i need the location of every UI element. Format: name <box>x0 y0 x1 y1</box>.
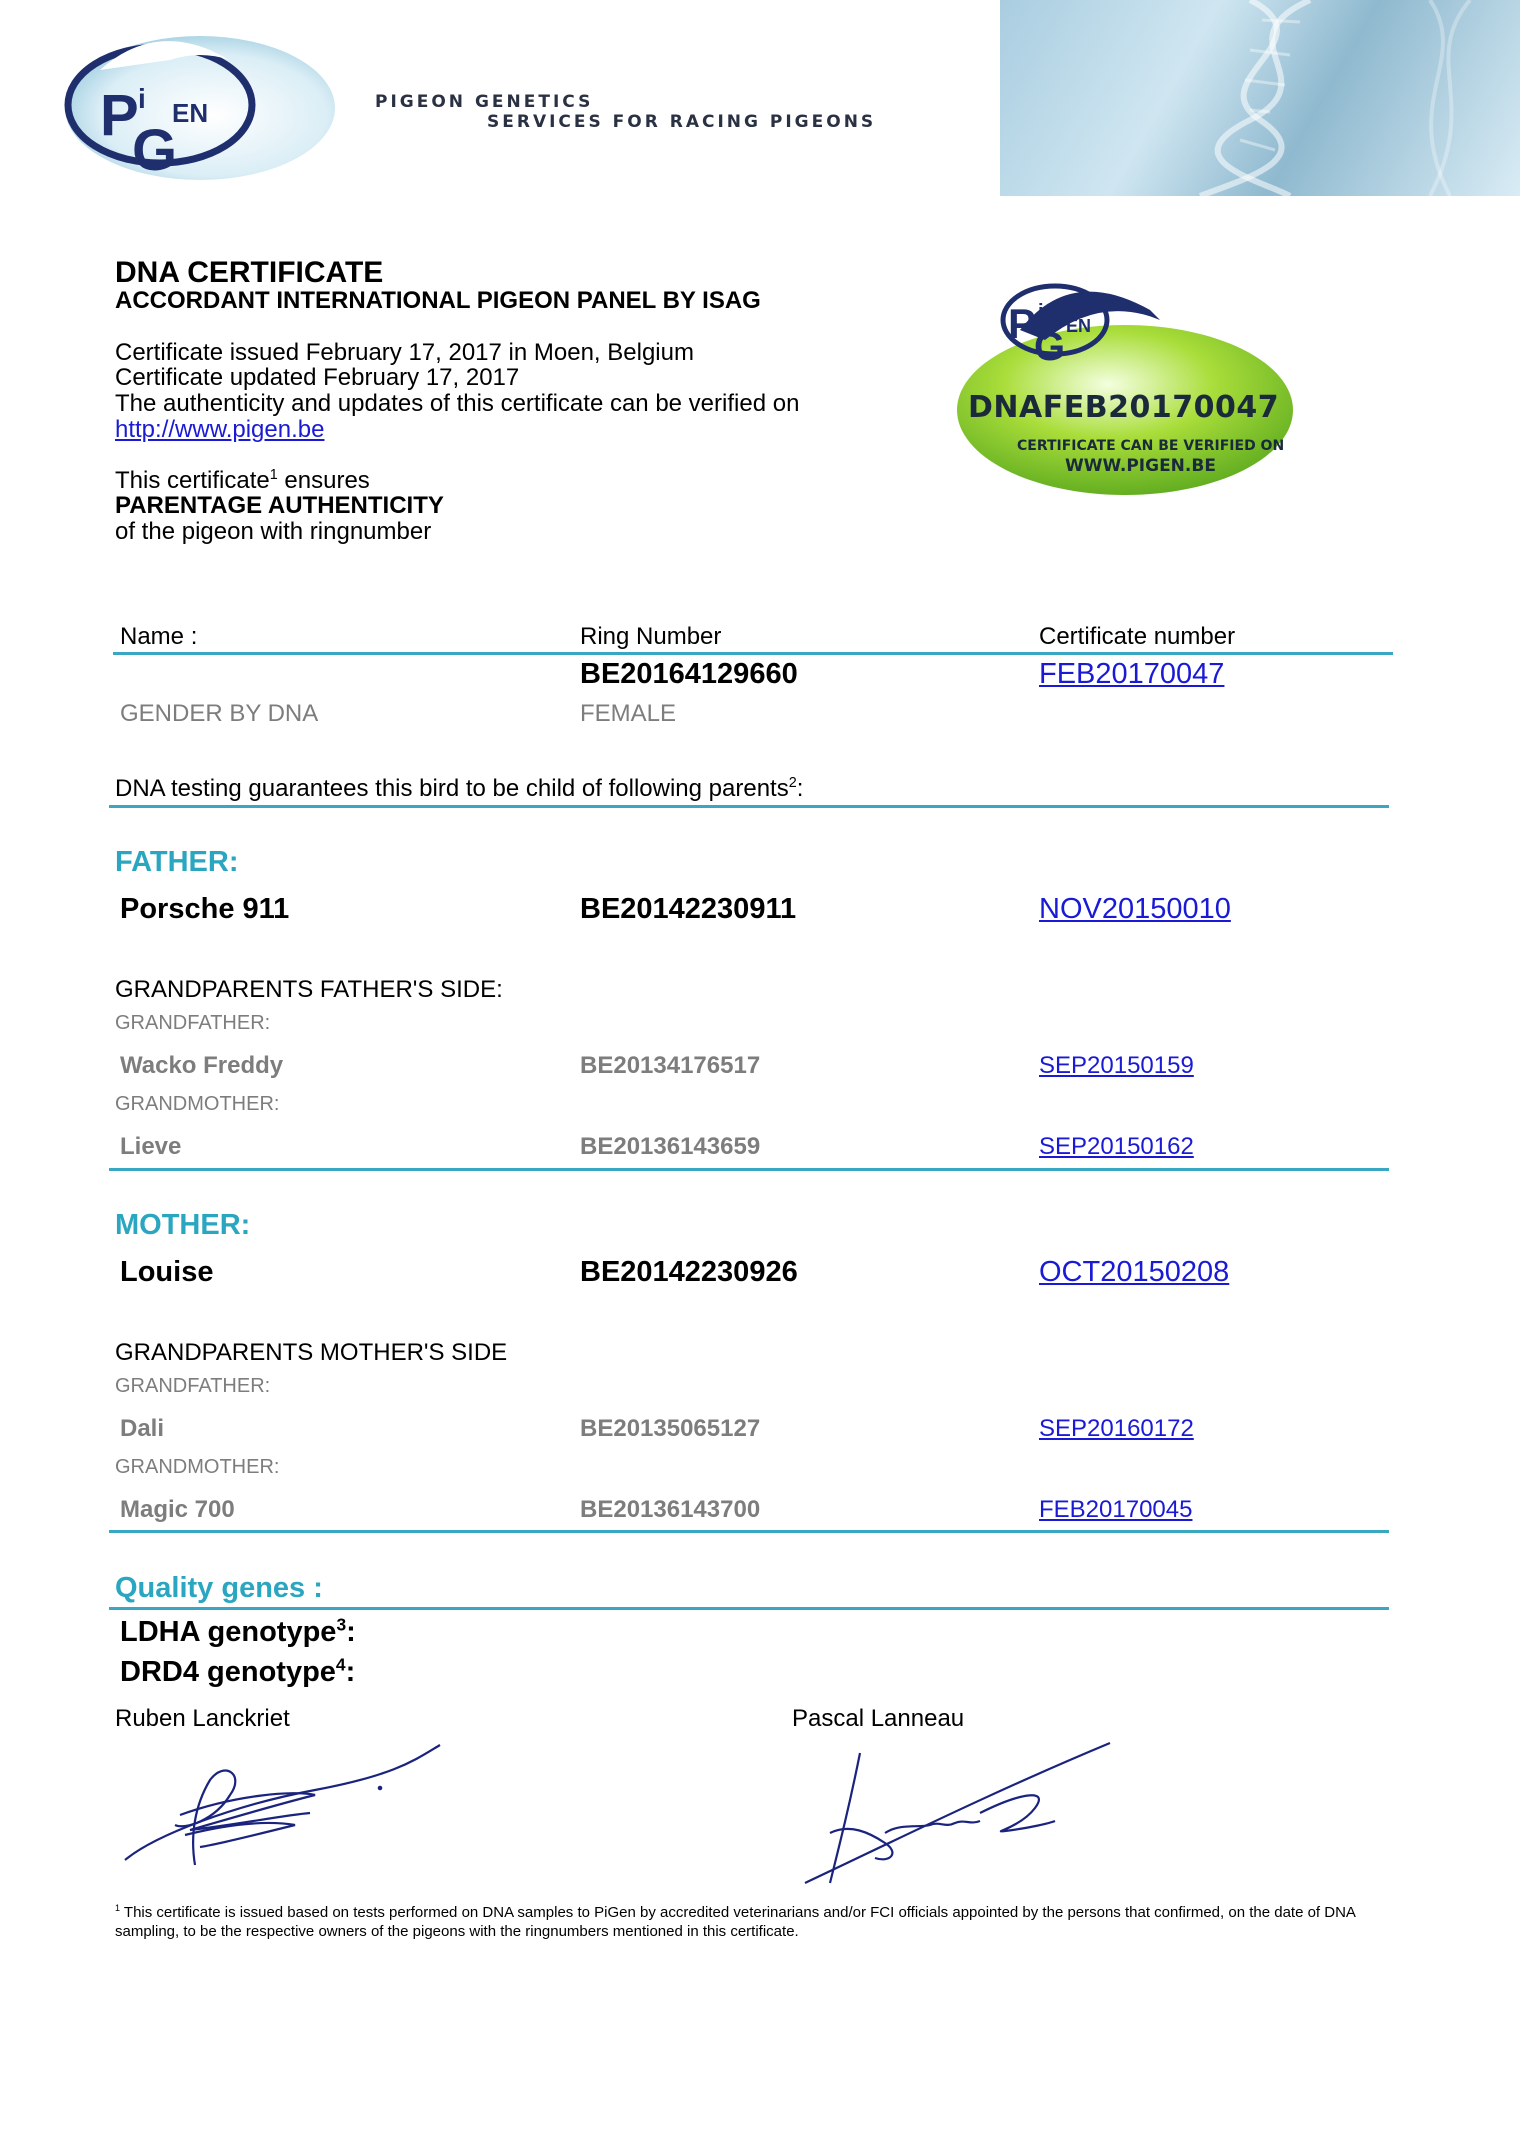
name-header: Name : <box>120 623 198 650</box>
tagline-line1: PIGEON GENETICS <box>375 92 594 112</box>
dna-helix-banner <box>1000 0 1520 196</box>
father-grandfather-cert-link[interactable]: SEP20150159 <box>1039 1052 1194 1079</box>
father-grandfather-name: Wacko Freddy <box>120 1052 284 1079</box>
divider <box>113 652 1393 655</box>
father-grandmother-label: GRANDMOTHER: <box>115 1093 280 1115</box>
father-grandfather-ring: BE20134176517 <box>580 1052 761 1079</box>
updated-line: Certificate updated February 17, 2017 <box>115 364 520 391</box>
drd4-genotype-label: DRD4 genotype$^4$: <box>120 1654 356 1688</box>
divider <box>109 1607 1389 1610</box>
svg-text:P: P <box>100 83 139 148</box>
ensures-line: This certificate$^1$ ensures <box>115 467 370 494</box>
certificate-seal <box>950 270 1300 500</box>
mother-label: MOTHER: <box>115 1209 251 1241</box>
mother-ring: BE20142230926 <box>580 1256 798 1288</box>
mother-grandmother-cert-link[interactable]: FEB20170045 <box>1039 1496 1193 1523</box>
gender-value: FEMALE <box>580 700 677 727</box>
father-grandmother-cert-link[interactable]: SEP20150162 <box>1039 1133 1194 1160</box>
certificate-title: DNA CERTIFICATE <box>115 256 384 289</box>
signature-left <box>115 1735 455 1875</box>
parents-intro: DNA testing guarantees this bird to be child of following parents$^2$: <box>115 775 804 802</box>
mother-name: Louise <box>120 1256 214 1288</box>
quality-genes-label: Quality genes : <box>115 1572 323 1604</box>
cert-header: Certificate number <box>1039 623 1236 650</box>
ring-header: Ring Number <box>580 623 722 650</box>
seal-verify-line2: WWW.PIGEN.BE <box>1065 456 1216 476</box>
mother-grandmother-label: GRANDMOTHER: <box>115 1456 280 1478</box>
ldha-genotype-label: LDHA genotype$^3$: <box>120 1614 356 1648</box>
parentage-authenticity: PARENTAGE AUTHENTICITY <box>115 492 444 519</box>
bird-cert-link[interactable]: FEB20170047 <box>1039 658 1225 690</box>
svg-text:G: G <box>1034 325 1066 369</box>
svg-text:P: P <box>1008 300 1037 347</box>
verify-link[interactable]: http://www.pigen.be <box>115 416 325 443</box>
divider <box>109 1168 1389 1171</box>
pigen-logo <box>60 30 340 190</box>
signature-right <box>790 1733 1130 1893</box>
svg-text:i: i <box>138 83 146 114</box>
verify-text: The authenticity and updates of this certificate can be verified on <box>115 390 800 417</box>
divider <box>109 805 1389 808</box>
father-name: Porsche 911 <box>120 893 290 925</box>
mother-grandfather-label: GRANDFATHER: <box>115 1375 271 1397</box>
signatory-right-name: Pascal Lanneau <box>792 1705 965 1732</box>
tagline-line2: SERVICES FOR RACING PIGEONS <box>487 112 877 132</box>
father-cert-link[interactable]: NOV20150010 <box>1039 893 1231 925</box>
father-grandmother-name: Lieve <box>120 1133 182 1160</box>
footnote: $^1$ This certificate is issued based on tests performed on DNA samples to PiGen by accredited veterinarians and/or FCI officials appointed by the persons that confirmed, on the date of DNA sampling, to be the respective owners of the pigeons with the ringnumbers mentioned in this certificate. <box>115 1903 1356 1940</box>
father-grandmother-ring: BE20136143659 <box>580 1133 761 1160</box>
father-grandparents-label: GRANDPARENTS FATHER'S SIDE: <box>115 976 503 1003</box>
svg-text:EN: EN <box>1066 316 1092 336</box>
certificate-subtitle: ACCORDANT INTERNATIONAL PIGEON PANEL BY ISAG <box>115 287 761 314</box>
bird-ring-number: BE20164129660 <box>580 658 798 690</box>
divider <box>109 1530 1389 1533</box>
mother-grandmother-name: Magic 700 <box>120 1496 235 1523</box>
mother-grandmother-ring: BE20136143700 <box>580 1496 761 1523</box>
of-pigeon-line: of the pigeon with ringnumber <box>115 518 432 545</box>
seal-verify-line1: CERTIFICATE CAN BE VERIFIED ON <box>1017 438 1285 454</box>
svg-text:G: G <box>132 118 178 183</box>
mother-grandfather-ring: BE20135065127 <box>580 1415 761 1442</box>
mother-cert-link[interactable]: OCT20150208 <box>1039 1256 1230 1288</box>
svg-text:EN: EN <box>172 98 209 128</box>
mother-grandparents-label: GRANDPARENTS MOTHER'S SIDE <box>115 1339 508 1366</box>
gender-label: GENDER BY DNA <box>120 700 319 727</box>
seal-code: DNAFEB20170047 <box>968 390 1280 425</box>
mother-grandfather-cert-link[interactable]: SEP20160172 <box>1039 1415 1194 1442</box>
svg-text:i: i <box>1038 301 1044 323</box>
signatory-left-name: Ruben Lanckriet <box>115 1705 290 1732</box>
father-grandfather-label: GRANDFATHER: <box>115 1012 271 1034</box>
father-ring: BE20142230911 <box>580 893 797 925</box>
father-label: FATHER: <box>115 846 239 878</box>
mother-grandfather-name: Dali <box>120 1415 165 1442</box>
issued-line: Certificate issued February 17, 2017 in Moen, Belgium <box>115 339 694 366</box>
